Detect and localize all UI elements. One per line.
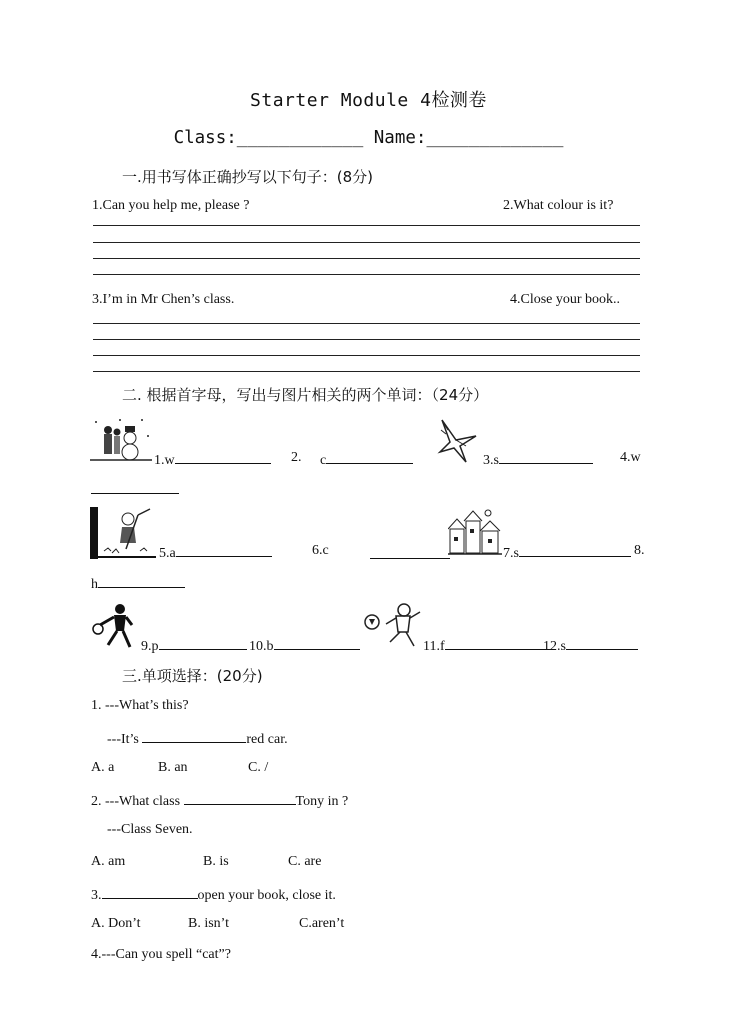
question-text: 2. ---What class [91,794,184,809]
answer-blank[interactable] [98,574,185,588]
answer-blank[interactable] [499,450,593,464]
answer-blank[interactable] [445,636,552,650]
question-text: 3. [91,888,102,903]
question-3-prompt [91,885,336,904]
question-1-answer [107,729,288,748]
answer-blank[interactable] [102,885,198,899]
writing-line [93,355,640,356]
option-a[interactable]: A. am [91,854,126,869]
writing-line [93,339,640,340]
answer-blank[interactable] [326,450,413,464]
option-c[interactable]: C. are [288,854,322,869]
sentence-4: 4.Close your book.. [510,292,621,307]
word-item-8 [634,543,645,559]
answer-blank[interactable] [159,636,247,650]
option-c[interactable]: C. / [248,760,269,775]
writing-line [93,258,640,259]
item-number: 6.c [312,543,329,558]
option-b[interactable]: B. is [203,854,229,869]
item-number: 12.s [543,639,566,654]
option-c[interactable]: C.aren’t [299,916,345,931]
page-title: Starter Module 4检测卷 [250,90,487,111]
item-number: 11.f [423,639,445,654]
football-player-picture [360,602,426,650]
item-letter: h [91,577,98,592]
item-number: 10.b [249,639,274,654]
word-item-4 [620,450,641,466]
section-3-heading: 三.单项选择：(20分) [122,667,263,685]
item-number: 7.s [503,546,519,561]
word-item-3 [483,450,593,469]
writing-line [93,242,640,243]
answer-blank[interactable] [142,729,246,743]
answer-blank[interactable] [519,543,631,557]
item-number: 4.w [620,450,641,465]
word-item-2 [291,450,302,466]
word-item-1 [154,450,271,469]
item-number: 5.a [159,546,176,561]
word-item-6 [312,543,329,559]
question-text: ---It’s [107,732,143,747]
snowman-children-picture [90,416,154,464]
option-b[interactable]: B. isn’t [188,916,229,931]
writing-line [93,323,640,324]
item-number: 2. [291,450,302,465]
sentence-2: 2.What colour is it? [503,198,614,213]
word-item-8-letter [91,574,185,593]
word-item-9 [141,636,247,655]
answer-blank[interactable] [566,636,638,650]
class-name-line: Class:____________ Name:_____________ [173,128,564,148]
word-item-11 [423,636,552,655]
writing-line [93,274,640,275]
word-item-5 [159,543,272,562]
item-number: 9.p [141,639,159,654]
winter-town-picture [448,507,502,557]
section-2-heading: 二. 根据首字母，写出与图片相关的两个单词：（24分） [122,386,489,404]
answer-blank[interactable] [176,543,272,557]
question-2-prompt [91,791,348,810]
item-number: 1.w [154,453,175,468]
question-text: Tony in ? [295,794,349,809]
raking-leaves-picture [90,507,158,559]
answer-blank[interactable] [91,493,179,494]
answer-blank[interactable] [274,636,360,650]
option-a[interactable]: A. Don’t [91,916,141,931]
answer-blank[interactable] [175,450,271,464]
answer-blank[interactable] [370,558,450,559]
word-item-2-letter [320,450,413,469]
question-text: open your book, close it. [197,888,336,903]
writing-line [93,225,640,226]
sentence-3: 3.I’m in Mr Chen’s class. [92,292,235,307]
question-1-prompt: 1. ---What’s this? [91,698,189,713]
word-item-10 [249,636,360,655]
section-1-heading: 一.用书写体正确抄写以下句子：(8分) [122,168,374,186]
item-letter: c [320,453,327,468]
question-2-answer: ---Class Seven. [107,822,193,837]
item-number: 3.s [483,453,499,468]
option-a[interactable]: A. a [91,760,115,775]
question-text: red car. [246,732,288,747]
swallow-bird-picture [436,416,480,464]
item-number: 8. [634,543,645,558]
basketball-player-picture [90,603,140,651]
writing-line [93,371,640,372]
sentence-1: 1.Can you help me, please ? [92,198,250,213]
option-b[interactable]: B. an [158,760,188,775]
word-item-7 [503,543,631,562]
word-item-12 [543,636,638,655]
answer-blank[interactable] [184,791,296,805]
question-4-prompt: 4.---Can you spell “cat”? [91,947,231,962]
